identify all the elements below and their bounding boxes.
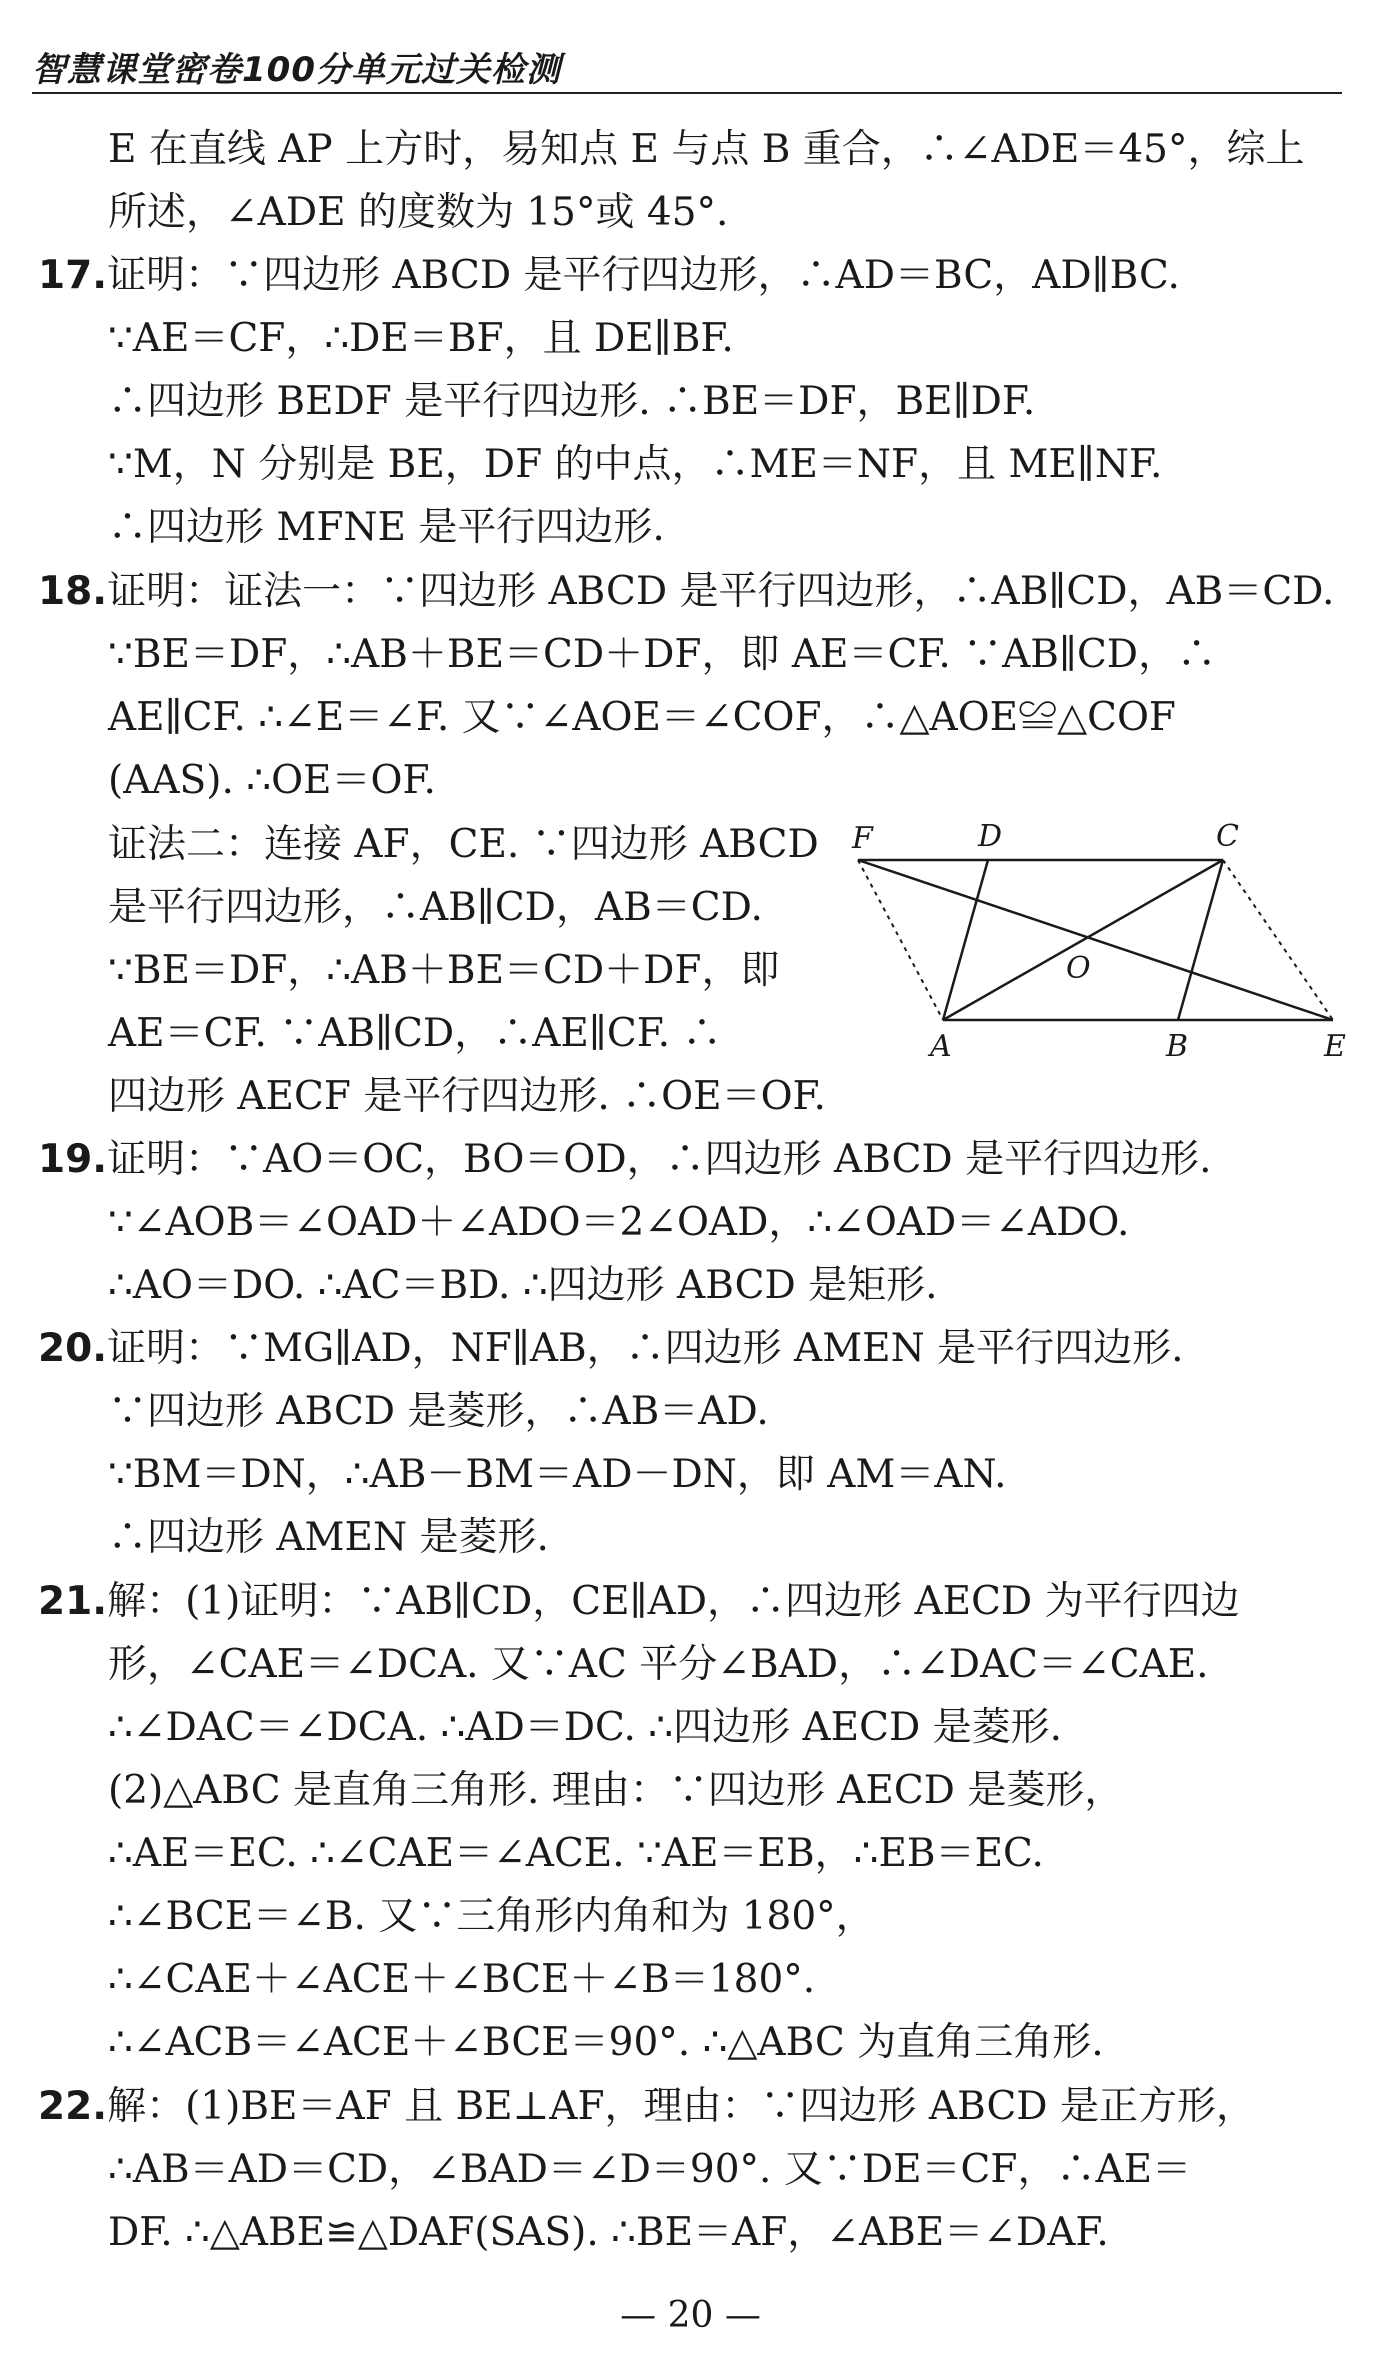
text-line: 证明：∵AO＝OC，BO＝OD，∴四边形 ABCD 是平行四边形. xyxy=(107,1137,1212,1182)
text-line: AE∥CF. ∴∠E＝∠F. 又∵∠AOE＝∠COF，∴△AOE≌△COF xyxy=(108,695,1176,740)
problem-number: 18. xyxy=(38,569,108,614)
problem-20 xyxy=(38,1326,1184,1371)
text-line: 解：(1)BE＝AF 且 BE⊥AF，理由：∵四边形 ABCD 是正方形， xyxy=(107,2084,1255,2129)
label-D: D xyxy=(978,820,1003,854)
text-line: ∴AO＝DO. ∴AC＝BD. ∴四边形 ABCD 是矩形. xyxy=(108,1263,938,1308)
text-line: ∴四边形 BEDF 是平行四边形. ∴BE＝DF，BE∥DF. xyxy=(108,379,1036,424)
text-line: ∴∠CAE＋∠ACE＋∠BCE＋∠B＝180°. xyxy=(108,1957,816,2002)
text-line: 证法二：连接 AF，CE. ∵四边形 ABCD xyxy=(108,822,819,867)
segment-CE-dashed xyxy=(1223,860,1333,1020)
text-line: 四边形 AECF 是平行四边形. ∴OE＝OF. xyxy=(108,1074,826,1119)
segment-BC xyxy=(1178,860,1223,1020)
text-line: ∴四边形 MFNE 是平行四边形. xyxy=(108,505,665,550)
text-line: 证明：∵MG∥AD，NF∥AB，∴四边形 AMEN 是平行四边形. xyxy=(107,1326,1184,1371)
text-line: ∵AE＝CF，∴DE＝BF，且 DE∥BF. xyxy=(108,316,734,361)
problem-number: 17. xyxy=(38,253,108,298)
text-line: 解：(1)证明：∵AB∥CD，CE∥AD，∴四边形 AECD 为平行四边 xyxy=(107,1579,1240,1624)
problem-number: 20. xyxy=(38,1326,108,1371)
text-line: ∴AB＝AD＝CD，∠BAD＝∠D＝90°. 又∵DE＝CF，∴AE＝ xyxy=(108,2147,1192,2192)
text-line: 所述，∠ADE 的度数为 15°或 45°. xyxy=(108,190,729,235)
page-number: — 20 — xyxy=(620,2295,761,2336)
text-line: (AAS). ∴OE＝OF. xyxy=(108,758,436,803)
text-line: 形，∠CAE＝∠DCA. 又∵AC 平分∠BAD，∴∠DAC＝∠CAE. xyxy=(108,1642,1209,1687)
text-line: 是平行四边形，∴AB∥CD，AB＝CD. xyxy=(108,885,763,930)
text-line: ∵BE＝DF，∴AB＋BE＝CD＋DF，即 AE＝CF. ∵AB∥CD，∴ xyxy=(108,632,1217,677)
text-line: ∵BE＝DF，∴AB＋BE＝CD＋DF，即 xyxy=(108,948,780,993)
problem-21 xyxy=(38,1579,1240,1624)
text-line: ∵M，N 分别是 BE，DF 的中点，∴ME＝NF，且 ME∥NF. xyxy=(108,442,1163,487)
segment-AD xyxy=(943,860,988,1020)
geometry-diagram xyxy=(848,820,1348,1070)
label-F: F xyxy=(852,821,873,856)
parallelogram-figure xyxy=(848,820,1348,1070)
problem-19 xyxy=(38,1137,1212,1182)
text-line: ∴∠BCE＝∠B. 又∵三角形内角和为 180°， xyxy=(108,1894,875,1939)
text-line: 证明：证法一：∵四边形 ABCD 是平行四边形，∴AB∥CD，AB＝CD. xyxy=(107,569,1335,614)
text-line: (2)△ABC 是直角三角形. 理由：∵四边形 AECD 是菱形， xyxy=(108,1768,1124,1813)
text-line: ∵BM＝DN，∴AB－BM＝AD－DN，即 AM＝AN. xyxy=(108,1452,1007,1497)
text-line: DF. ∴△ABE≌△DAF(SAS). ∴BE＝AF，∠ABE＝∠DAF. xyxy=(108,2210,1109,2255)
text-line: ∵四边形 ABCD 是菱形，∴AB＝AD. xyxy=(108,1389,769,1434)
problem-22 xyxy=(38,2084,1255,2129)
text-line: AE＝CF. ∵AB∥CD，∴AE∥CF. ∴ xyxy=(108,1011,722,1056)
segment-AC xyxy=(943,860,1223,1020)
page-header xyxy=(32,32,1342,94)
header-title: 智慧课堂密卷100分单元过关检测 xyxy=(32,50,561,90)
label-C: C xyxy=(1216,820,1239,854)
text-line: E 在直线 AP 上方时，易知点 E 与点 B 重合，∴∠ADE＝45°，综上 xyxy=(108,127,1305,172)
text-line: ∵∠AOB＝∠OAD＋∠ADO＝2∠OAD，∴∠OAD＝∠ADO. xyxy=(108,1200,1130,1245)
text-line: 证明：∵四边形 ABCD 是平行四边形，∴AD＝BC，AD∥BC. xyxy=(107,253,1180,298)
label-E: E xyxy=(1324,1029,1346,1064)
text-line: ∴∠DAC＝∠DCA. ∴AD＝DC. ∴四边形 AECD 是菱形. xyxy=(108,1705,1063,1750)
label-A: A xyxy=(930,1029,952,1064)
problem-number: 19. xyxy=(38,1137,108,1182)
text-line: ∴四边形 AMEN 是菱形. xyxy=(108,1515,549,1560)
text-line: ∴AE＝EC. ∴∠CAE＝∠ACE. ∵AE＝EB，∴EB＝EC. xyxy=(108,1831,1044,1876)
problem-17 xyxy=(38,253,1180,298)
label-O: O xyxy=(1066,951,1091,986)
text-line: ∴∠ACB＝∠ACE＋∠BCE＝90°. ∴△ABC 为直角三角形. xyxy=(108,2020,1104,2065)
label-B: B xyxy=(1166,1029,1189,1064)
problem-number: 22. xyxy=(38,2084,108,2129)
problem-number: 21. xyxy=(38,1579,108,1624)
problem-18 xyxy=(38,569,1335,614)
